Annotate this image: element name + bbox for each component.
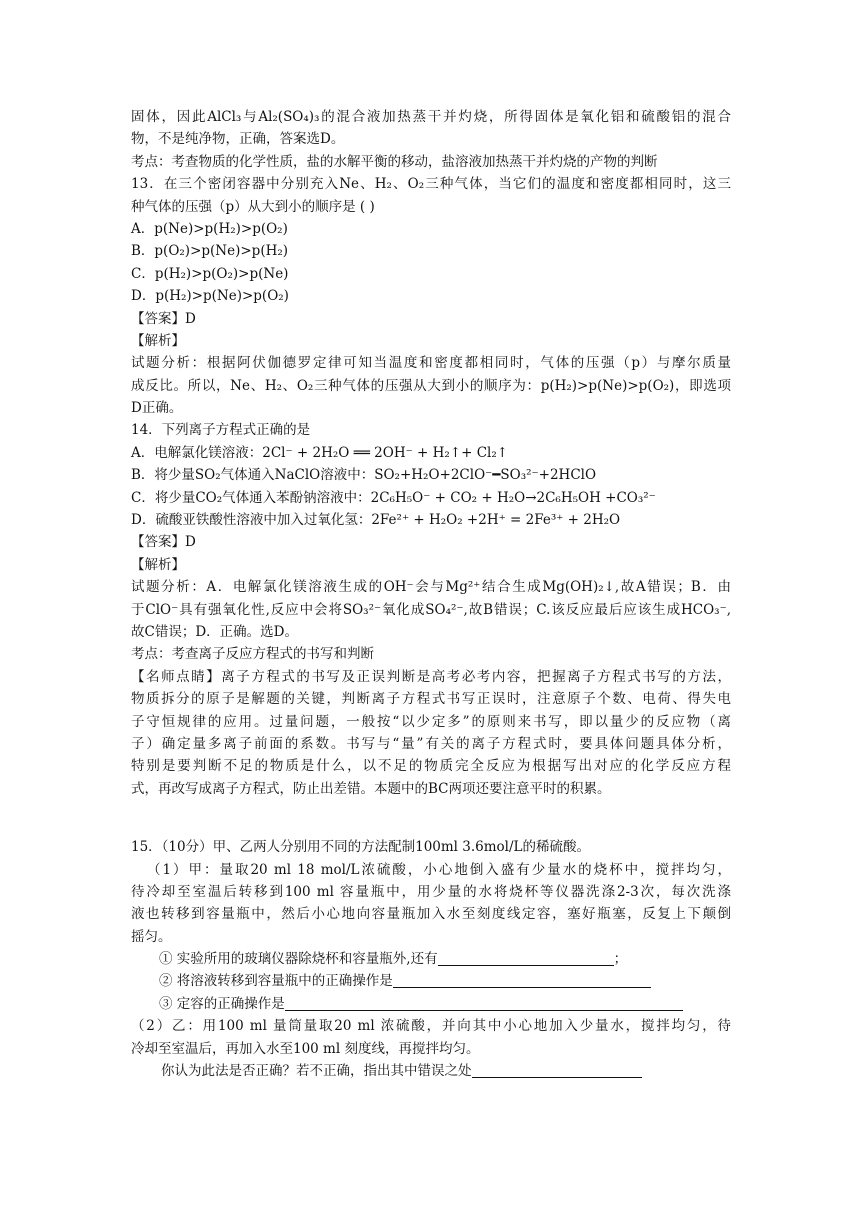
answer-blank[interactable]: [285, 994, 683, 1011]
answer-blank[interactable]: [393, 971, 651, 988]
question-15-part-1: 待冷却至室温后转移到100 ml 容量瓶中，用少量的水将烧杯等仪器洗涤2-3次，每次洗涤: [131, 883, 731, 900]
answer-blank[interactable]: [472, 1061, 642, 1078]
text-line: D正确。: [131, 400, 183, 417]
option-d: D．p(H₂)>p(Ne)>p(O₂): [131, 288, 289, 305]
text-line: 特别是要判断不足的物质是什么，以不足的物质完全反应为根据写出对应的化学反应方程: [131, 758, 731, 775]
sub-question-text: ① 实验所用的玻璃仪器除烧杯和容量瓶外,还有: [159, 951, 438, 968]
document-body: [131, 106, 731, 1082]
question-15-stem: 15．（10分）甲、乙两人分别用不同的方法配制100ml 3.6mol/L的稀硫酸。: [131, 839, 591, 856]
question-14-stem: 14．下列离子方程式正确的是: [131, 422, 311, 439]
option-b: B．p(O₂)>p(Ne)>p(H₂): [131, 243, 289, 260]
text-line: 故C错误；D．正确。选D。: [131, 623, 298, 640]
question-13-stem: 13．在三个密闭容器中分别充入Ne、H₂、O₂三种气体，当它们的温度和密度都相同时，这三: [131, 176, 731, 193]
text-line: 成反比。所以，Ne、H₂、O₂三种气体的压强从大到小的顺序为：p(H₂)>p(Ne)>p(O₂)，即选项: [131, 377, 731, 394]
spacer: [131, 800, 731, 836]
question-15-part-2: （2）乙：用100 ml 量筒量取20 ml 浓硫酸，并向其中小心地加入少量水，搅拌均匀，待: [131, 1018, 731, 1035]
text-line: 固体，因此AlCl₃与Al₂(SO₄)₃的混合液加热蒸干并灼烧，所得固体是氧化铝和硫酸铝的混合: [131, 109, 731, 125]
option-c: C．将少量CO₂气体通入苯酚钠溶液中：2C₆H₅O⁻ + CO₂ + H₂O→2C₆H₅OH +CO₃²⁻: [131, 489, 656, 506]
sub-question-text: ③ 定容的正确操作是: [159, 995, 285, 1012]
text-line: 物质拆分的原子是解题的关键，判断离子方程式书写正误时，注意原子个数、电荷、得失电: [131, 691, 731, 708]
sub-question-text: ② 将溶液转移到容量瓶中的正确操作是: [159, 973, 393, 990]
text-line: 试题分析：A．电解氯化镁溶液生成的OH⁻会与Mg²⁺结合生成Mg(OH)₂↓,故A错误；B．由: [131, 579, 731, 596]
text-line: 子守恒规律的应用。过量问题，一般按“以少定多”的原则来书写，即以量少的反应物（离: [131, 713, 731, 730]
sub-question-3: [131, 993, 731, 1015]
semicolon: ；: [613, 951, 628, 968]
question-15-part-1: （1）甲：量取20 ml 18 mol/L浓硫酸，小心地倒入盛有少量水的烧杯中，搅拌均匀，: [147, 861, 731, 878]
text-line: 试题分析：根据阿伏伽德罗定律可知当温度和密度都相同时，气体的压强（p）与摩尔质量: [131, 355, 731, 372]
question-15-part-2: 冷却至室温后，再加入水至100 ml 刻度线，再搅拌均匀。: [131, 1040, 480, 1057]
answer-label: 【答案】D: [131, 534, 196, 551]
question-15-part-1: 摇匀。: [131, 928, 172, 945]
option-c: C．p(H₂)>p(O₂)>p(Ne): [131, 265, 289, 282]
option-a: A．p(Ne)>p(H₂)>p(O₂): [131, 220, 288, 237]
question-15-part-1: 液也转移到容量瓶中，然后小心地向容量瓶加入水至刻度线定容，塞好瓶塞，反复上下颠倒: [131, 906, 731, 923]
analysis-label: 【解析】: [131, 332, 185, 349]
option-a: A．电解氯化镁溶液：2Cl⁻ + 2H₂O ══ 2OH⁻ + H₂↑+ Cl₂↑: [131, 444, 509, 461]
text-line: 子）确定量多离子前面的系数。书写与“量”有关的离子方程式时，要具体问题具体分析，: [131, 735, 731, 752]
question-13-stem: 种气体的压强（p）从大到小的顺序是 ( ): [131, 198, 375, 215]
sub-question-2: [131, 970, 731, 992]
text-line: 式，再改写成离子方程式，防止出差错。本题中的BC两项还要注意平时的积累。: [131, 780, 611, 797]
text-line: 物，不是纯净物，正确，答案选D。: [131, 131, 345, 148]
text-line: 于ClO⁻具有强氧化性,反应中会将SO₃²⁻氧化成SO₄²⁻,故B错误；C.该反应最后应该生成HCO₃⁻,: [131, 601, 731, 618]
answer-label: 【答案】D: [131, 310, 196, 327]
analysis-label: 【解析】: [131, 556, 185, 573]
option-d: D．硫酸亚铁酸性溶液中加入过氧化氢：2Fe²⁺ + H₂O₂ +2H⁺ = 2Fe³⁺ + 2H₂O: [131, 512, 621, 529]
text-line: 考点：考查物质的化学性质，盐的水解平衡的移动，盐溶液加热蒸干并灼烧的产物的判断: [131, 153, 658, 170]
sub-question-1: [131, 948, 731, 970]
sub-question-text: 你认为此法是否正确？若不正确，指出其中错误之处: [161, 1063, 472, 1080]
text-line: 考点：考查离子反应方程式的书写和判断: [131, 646, 374, 663]
option-b: B．将少量SO₂气体通入NaClO溶液中：SO₂+H₂O+2ClO⁻━SO₃²⁻+2HClO: [131, 467, 597, 484]
text-line: 【名师点睛】离子方程式的书写及正误判断是高考必考内容，把握离子方程式书写的方法，: [131, 668, 731, 685]
answer-blank[interactable]: [438, 949, 614, 966]
sub-question-4: [131, 1060, 731, 1082]
